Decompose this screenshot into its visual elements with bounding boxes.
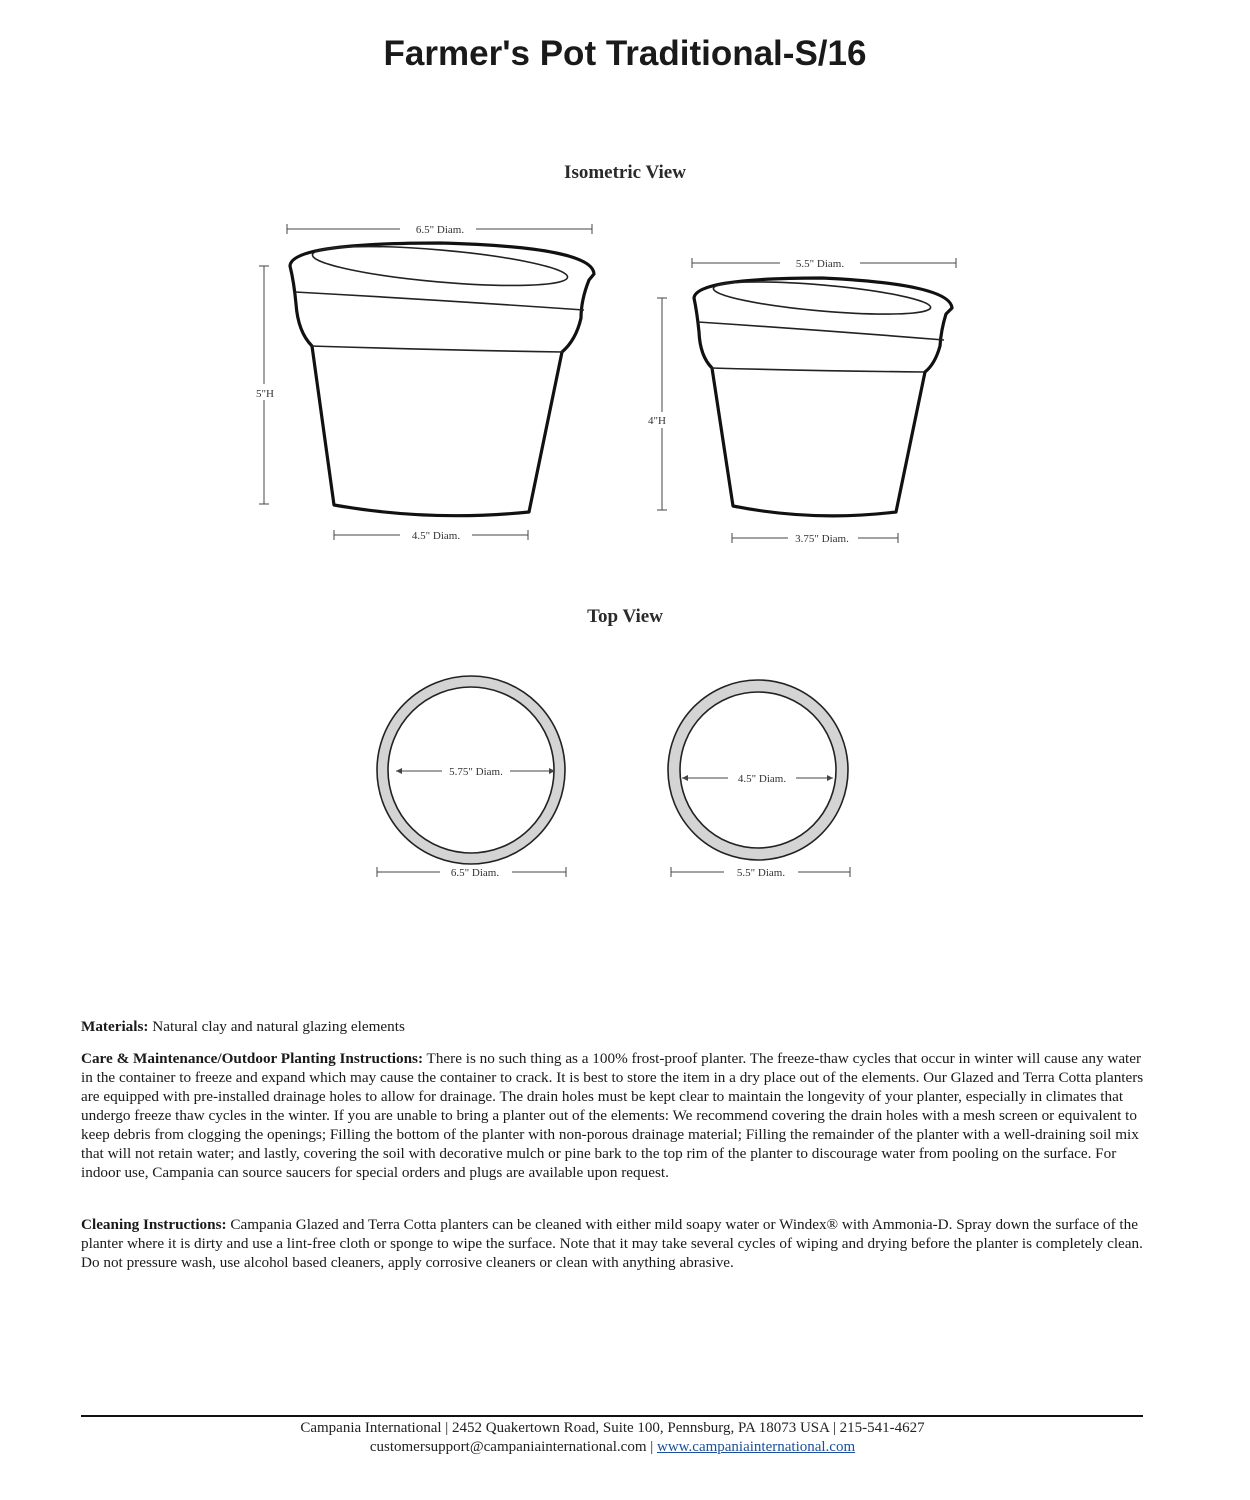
small-height-label: 4"H — [648, 415, 666, 427]
large-top-diam-label: 6.5" Diam. — [415, 224, 465, 236]
care-label: Care & Maintenance/Outdoor Planting Instructions: — [81, 1050, 424, 1067]
large-outer-diam-label: 6.5" Diam. — [450, 867, 500, 879]
footer-contact — [0, 1439, 1225, 1456]
footer-website-link[interactable]: www.campaniainternational.com — [657, 1439, 856, 1455]
small-pot-isometric — [648, 258, 956, 545]
footer-email[interactable]: customersupport@campaniainternational.com — [369, 1439, 647, 1455]
small-outer-diam-label: 5.5" Diam. — [736, 867, 786, 879]
footer-separator: | — [650, 1439, 654, 1455]
page-title: Farmer's Pot Traditional-S/16 — [383, 34, 867, 73]
large-height-label: 5"H — [256, 388, 274, 400]
isometric-view-heading: Isometric View — [564, 162, 686, 183]
small-top-diam-label: 5.5" Diam. — [795, 258, 845, 270]
materials-paragraph — [81, 1017, 1151, 1036]
large-inner-diam-label: 5.75" Diam. — [449, 766, 503, 778]
large-pot-isometric — [256, 224, 594, 542]
cleaning-label: Cleaning Instructions: — [81, 1216, 227, 1233]
cleaning-paragraph — [81, 1215, 1151, 1272]
care-text: There is no such thing as a 100% frost-proof planter. The freeze-thaw cycles that occur in winter will cause any water in the container to freeze and expand which may cause the container to crack. It is best to store the item in a dry place out of the elements. Our Glazed and Terra Cotta planters are equipped with pre-installed drainage holes to allow for drainage. The drain holes must be kept clear to maintain the longevity of your planter, especially in climates that undergo freeze thaw cycles in the winter. If you are unable to bring a planter out of the elements: We recommend covering the drain holes with a mesh screen or equivalent to keep debris from clogging the openings; Filling the bottom of the planter with non-porous drainage material; Filling the remainder of the planter with a well-draining soil mix that will not retain water; and lastly, covering the soil with decorative mulch or pine bark to the top rim of the planter to discourage water from pooling on the surface. For indoor use, Campania can source saucers for special orders and plugs are available upon request. — [81, 1050, 1144, 1181]
footer-divider — [81, 1415, 1143, 1417]
materials-label: Materials: — [81, 1018, 149, 1035]
small-pot-top-view — [668, 680, 850, 879]
large-bottom-diam-label: 4.5" Diam. — [411, 530, 461, 542]
large-pot-top-view — [377, 676, 566, 879]
care-paragraph — [81, 1049, 1151, 1182]
small-inner-diam-label: 4.5" Diam. — [737, 773, 787, 785]
top-view-heading: Top View — [587, 606, 663, 627]
footer-address: Campania International | 2452 Quakertown Road, Suite 100, Pennsburg, PA 18073 USA | 215-541-4627 — [300, 1420, 925, 1436]
small-bottom-diam-label: 3.75" Diam. — [795, 533, 849, 545]
cleaning-text: Campania Glazed and Terra Cotta planters can be cleaned with either mild soapy water or Windex® with Ammonia-D. Spray down the surface of the planter where it is dirty and use a lint-free cloth or sponge to wipe the surface. Note that it may take several cycles of wiping and drying before the planter is completely clean. Do not pressure wash, use alcohol based cleaners, apply corrosive cleaners or clean with anything abrasive. — [81, 1216, 1143, 1271]
materials-text: Natural clay and natural glazing elements — [152, 1018, 405, 1035]
